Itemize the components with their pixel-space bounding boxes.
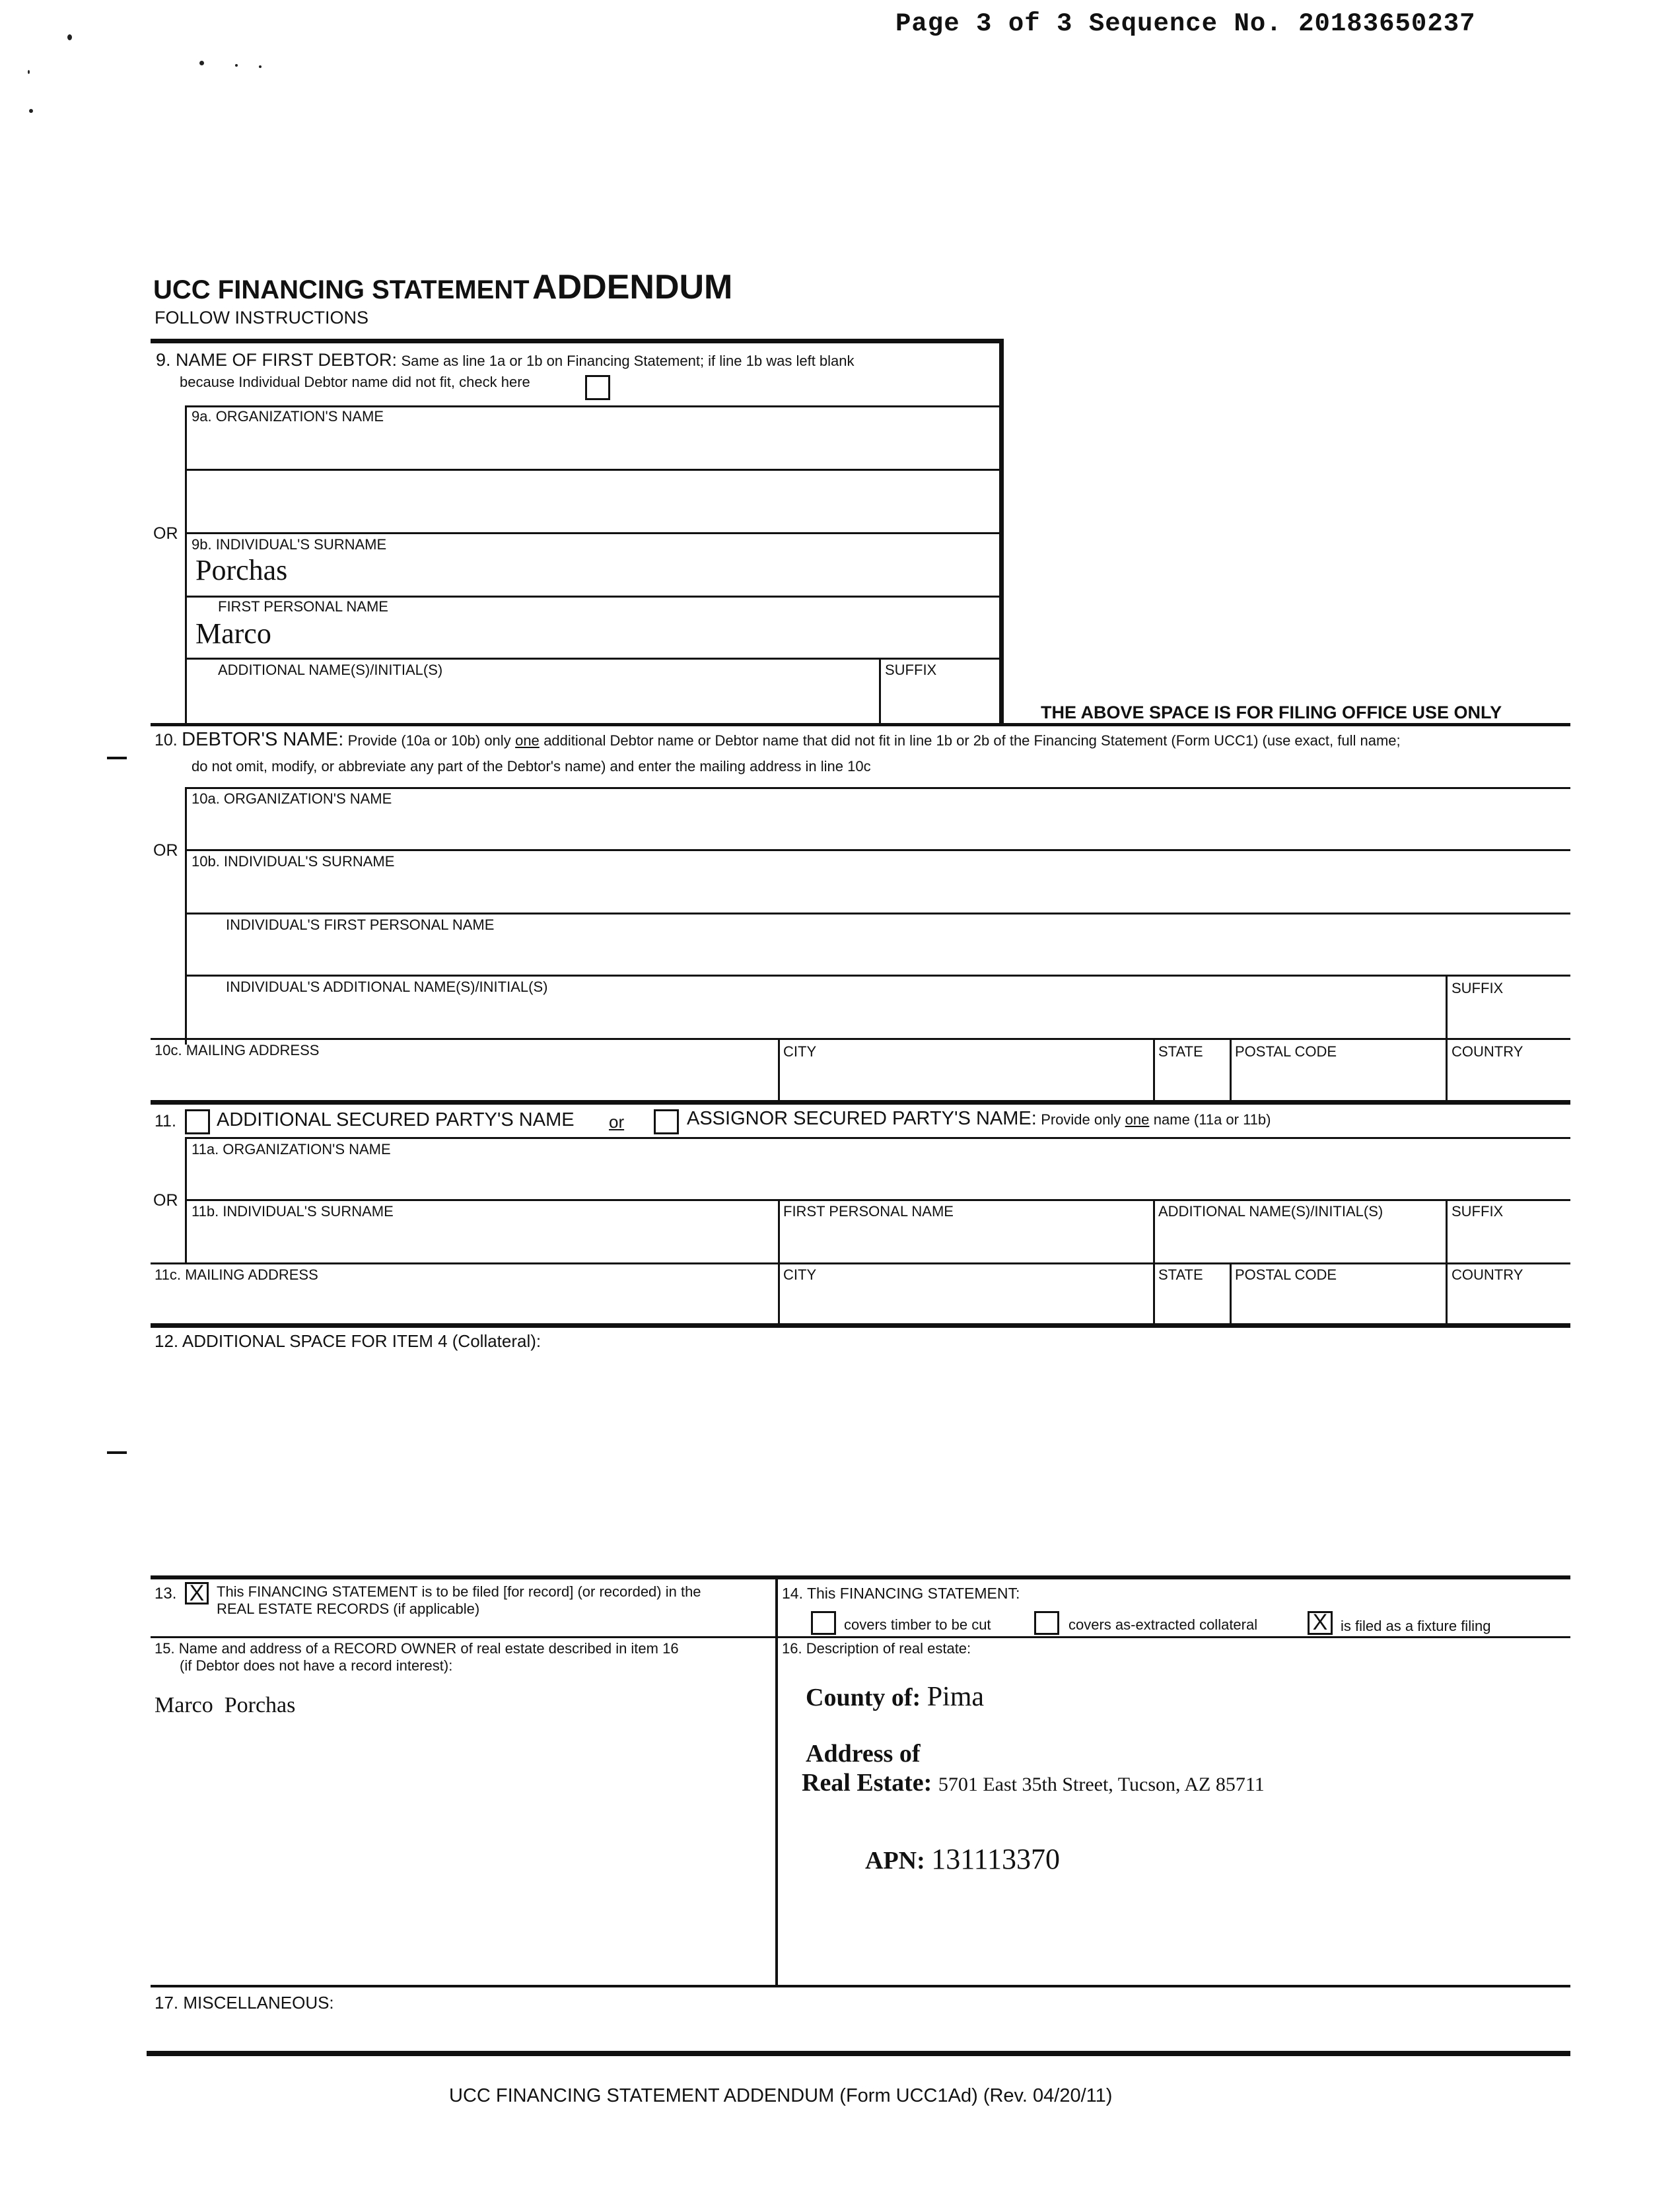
s9-suffix-divider — [879, 658, 881, 724]
s11-provide-one: one — [1125, 1111, 1150, 1128]
s11-first-label: FIRST PERSONAL NAME — [783, 1203, 954, 1220]
s9b-surname-value[interactable]: Porchas — [195, 554, 288, 586]
s15-label-line2: (if Debtor does not have a record interest): — [180, 1657, 453, 1674]
form-title-main: UCC FINANCING STATEMENT — [153, 275, 530, 304]
s10-rule — [185, 787, 1570, 789]
filing-office-note: THE ABOVE SPACE IS FOR FILING OFFICE USE ONLY — [1041, 703, 1502, 722]
s11-assignor-text: ASSIGNOR SECURED PARTY'S NAME: — [687, 1108, 1037, 1129]
s13-text-line1: This FINANCING STATEMENT is to be filed [for record] (or recorded) in the — [217, 1583, 701, 1600]
s10-left-border — [185, 787, 187, 1045]
s16-label: 16. Description of real estate: — [782, 1640, 971, 1657]
s9-left-border — [185, 405, 187, 725]
s10-postal-divider — [1230, 1038, 1232, 1103]
s16-apn-row — [865, 1842, 1060, 1876]
s11-country-label: COUNTRY — [1452, 1266, 1523, 1283]
s17-label: 17. MISCELLANEOUS: — [155, 1993, 334, 2013]
s10-label — [155, 729, 1401, 751]
s11-state-label: STATE — [1158, 1266, 1203, 1283]
margin-mark — [107, 1451, 127, 1454]
s9-first-name-value[interactable]: Marco — [195, 617, 271, 650]
s11-assignor-label — [687, 1108, 1271, 1130]
s9-rule — [185, 532, 1001, 534]
s16-apn-label: APN: — [865, 1847, 925, 1875]
s17-bottom-rule — [147, 2051, 1570, 2056]
scan-speck — [28, 70, 30, 74]
s14-timber-label: covers timber to be cut — [844, 1616, 991, 1633]
s16-county-label: County of: — [806, 1684, 921, 1711]
s11-additional-checkbox[interactable] — [185, 1109, 210, 1134]
s16-address-value[interactable]: 5701 East 35th Street, Tucson, AZ 85711 — [938, 1774, 1265, 1795]
s10-city-divider — [778, 1038, 780, 1103]
s14-fixture-label: is filed as a fixture filing — [1341, 1618, 1491, 1634]
s11-additional-names-label: ADDITIONAL NAME(S)/INITIAL(S) — [1158, 1203, 1383, 1220]
s14-label: 14. This FINANCING STATEMENT: — [782, 1585, 1020, 1602]
s17-top-rule — [151, 1985, 1570, 1987]
s12-top-rule — [151, 1323, 1570, 1328]
s11-rule — [185, 1199, 1570, 1201]
s10-desc-a: Provide (10a or 10b) only — [347, 732, 511, 749]
s13-num: 13. — [155, 1585, 177, 1603]
s9a-label: 9a. ORGANIZATION'S NAME — [192, 408, 384, 425]
form-title-addendum: ADDENDUM — [532, 268, 733, 306]
s10b-label: 10b. INDIVIDUAL'S SURNAME — [192, 853, 395, 870]
s9-rule — [185, 469, 1001, 471]
scan-speck — [199, 61, 204, 65]
s10-first-label: INDIVIDUAL'S FIRST PERSONAL NAME — [226, 916, 495, 933]
s10-label-big: DEBTOR'S NAME: — [182, 729, 344, 750]
s10a-label: 10a. ORGANIZATION'S NAME — [192, 790, 392, 807]
follow-instructions: FOLLOW INSTRUCTIONS — [155, 308, 369, 328]
s14-fixture-checkbox[interactable]: X — [1308, 1611, 1333, 1635]
s16-apn-value[interactable]: 131113370 — [931, 1843, 1060, 1875]
s10-city-label: CITY — [783, 1043, 817, 1060]
s10-postal-label: POSTAL CODE — [1235, 1043, 1337, 1060]
s16-address-row — [802, 1768, 1265, 1797]
s15-top-rule — [151, 1636, 1570, 1638]
margin-mark — [107, 757, 127, 759]
scan-speck — [259, 65, 262, 68]
form-footer: UCC FINANCING STATEMENT ADDENDUM (Form UCC1Ad) (Rev. 04/20/11) — [449, 2085, 1113, 2106]
s11-num: 11. — [155, 1112, 176, 1130]
s14-timber-checkbox[interactable] — [811, 1611, 836, 1635]
s11-city-label: CITY — [783, 1266, 817, 1283]
s10-desc-b: additional Debtor name or Debtor name that did not fit in line 1b or 2b of the Financing Statement (Form UCC1) (use exact, full name; — [543, 732, 1401, 749]
s9-label-small: Same as line 1a or 1b on Financing Statement; if line 1b was left blank — [401, 353, 855, 369]
s15-owner-value[interactable]: Marco Porchas — [155, 1693, 296, 1717]
s12-label: 12. ADDITIONAL SPACE FOR ITEM 4 (Collateral): — [155, 1331, 542, 1351]
s11c-label: 11c. MAILING ADDRESS — [155, 1266, 318, 1283]
s9-checkbox[interactable] — [585, 375, 610, 400]
s9-or: OR — [153, 524, 178, 543]
form-title — [153, 267, 732, 307]
scan-speck — [235, 64, 238, 67]
s10-top-rule — [151, 723, 1570, 726]
s9-top-rule — [151, 339, 1004, 343]
s11-city-divider — [778, 1262, 780, 1326]
s11-provide-b: name (11a or 11b) — [1153, 1111, 1271, 1128]
s14-extracted-label: covers as-extracted collateral — [1068, 1616, 1258, 1633]
s16-address-label-1: Address of — [806, 1740, 921, 1768]
s9b-label: 9b. INDIVIDUAL'S SURNAME — [192, 536, 387, 553]
s11-suffix-label: SUFFIX — [1452, 1203, 1504, 1220]
s11-postal-divider — [1230, 1262, 1232, 1326]
s10-label-num: 10. — [155, 731, 178, 749]
s9-first-label: FIRST PERSONAL NAME — [218, 598, 388, 615]
s11-postal-label: POSTAL CODE — [1235, 1266, 1337, 1283]
s11-provide-a: Provide only — [1041, 1111, 1121, 1128]
s16-county-row — [806, 1681, 984, 1713]
s10-rule — [185, 975, 1570, 977]
s10-state-label: STATE — [1158, 1043, 1203, 1060]
s9-right-border — [999, 339, 1004, 723]
s11-first-divider — [778, 1199, 780, 1264]
s15-label-line1: 15. Name and address of a RECORD OWNER of real estate described in item 16 — [155, 1640, 679, 1657]
s16-address-label-2: Real Estate: — [802, 1769, 932, 1797]
s11-or: OR — [153, 1191, 178, 1210]
s13-top-rule — [151, 1575, 1570, 1579]
s11-assignor-checkbox[interactable] — [654, 1109, 679, 1134]
s10-rule — [185, 849, 1570, 851]
s10-suffix-label: SUFFIX — [1452, 980, 1504, 996]
s10-or: OR — [153, 841, 178, 860]
scan-speck — [67, 34, 72, 40]
s11-country-divider — [1446, 1262, 1448, 1326]
s11-rule — [151, 1262, 1570, 1264]
scan-speck — [29, 109, 33, 113]
s11-additional-label: ADDITIONAL SECURED PARTY'S NAME — [217, 1109, 575, 1130]
s9-label — [156, 350, 855, 370]
s11b-label: 11b. INDIVIDUAL'S SURNAME — [192, 1203, 394, 1220]
s14-extracted-checkbox[interactable] — [1034, 1611, 1059, 1635]
page-sequence-header: Page 3 of 3 Sequence No. 20183650237 — [895, 9, 1476, 38]
s10-rule — [185, 913, 1570, 914]
s10-state-divider — [1153, 1038, 1155, 1103]
s11-rule — [185, 1137, 1570, 1139]
s9-rule — [185, 596, 1001, 598]
s11-or-word: or — [609, 1112, 625, 1132]
s11-top-rule — [151, 1100, 1570, 1105]
s16-county-value[interactable]: Pima — [927, 1682, 985, 1712]
s10-desc-line2: do not omit, modify, or abbreviate any part of the Debtor's name) and enter the mailing address in line 10c — [192, 758, 871, 775]
s9-label-line2: because Individual Debtor name did not fit, check here — [180, 374, 530, 390]
s9-additional-label: ADDITIONAL NAME(S)/INITIAL(S) — [218, 662, 443, 678]
s9-suffix-label: SUFFIX — [885, 662, 937, 678]
s9-label-big: 9. NAME OF FIRST DEBTOR: — [156, 350, 398, 370]
s10-additional-label: INDIVIDUAL'S ADDITIONAL NAME(S)/INITIAL(S) — [226, 979, 548, 995]
s10c-label: 10c. MAILING ADDRESS — [155, 1042, 320, 1058]
s13-text-line2: REAL ESTATE RECORDS (if applicable) — [217, 1601, 480, 1617]
s9-rule — [185, 405, 1001, 407]
s11-state-divider — [1153, 1262, 1155, 1326]
s10-rule — [151, 1038, 1570, 1040]
s11a-label: 11a. ORGANIZATION'S NAME — [192, 1141, 391, 1157]
s10-desc-one: one — [515, 732, 540, 749]
s11-additional-divider — [1153, 1199, 1155, 1264]
s13-checkbox[interactable]: X — [185, 1582, 209, 1604]
s11-suffix-divider — [1446, 1199, 1448, 1264]
s10-country-label: COUNTRY — [1452, 1043, 1523, 1060]
